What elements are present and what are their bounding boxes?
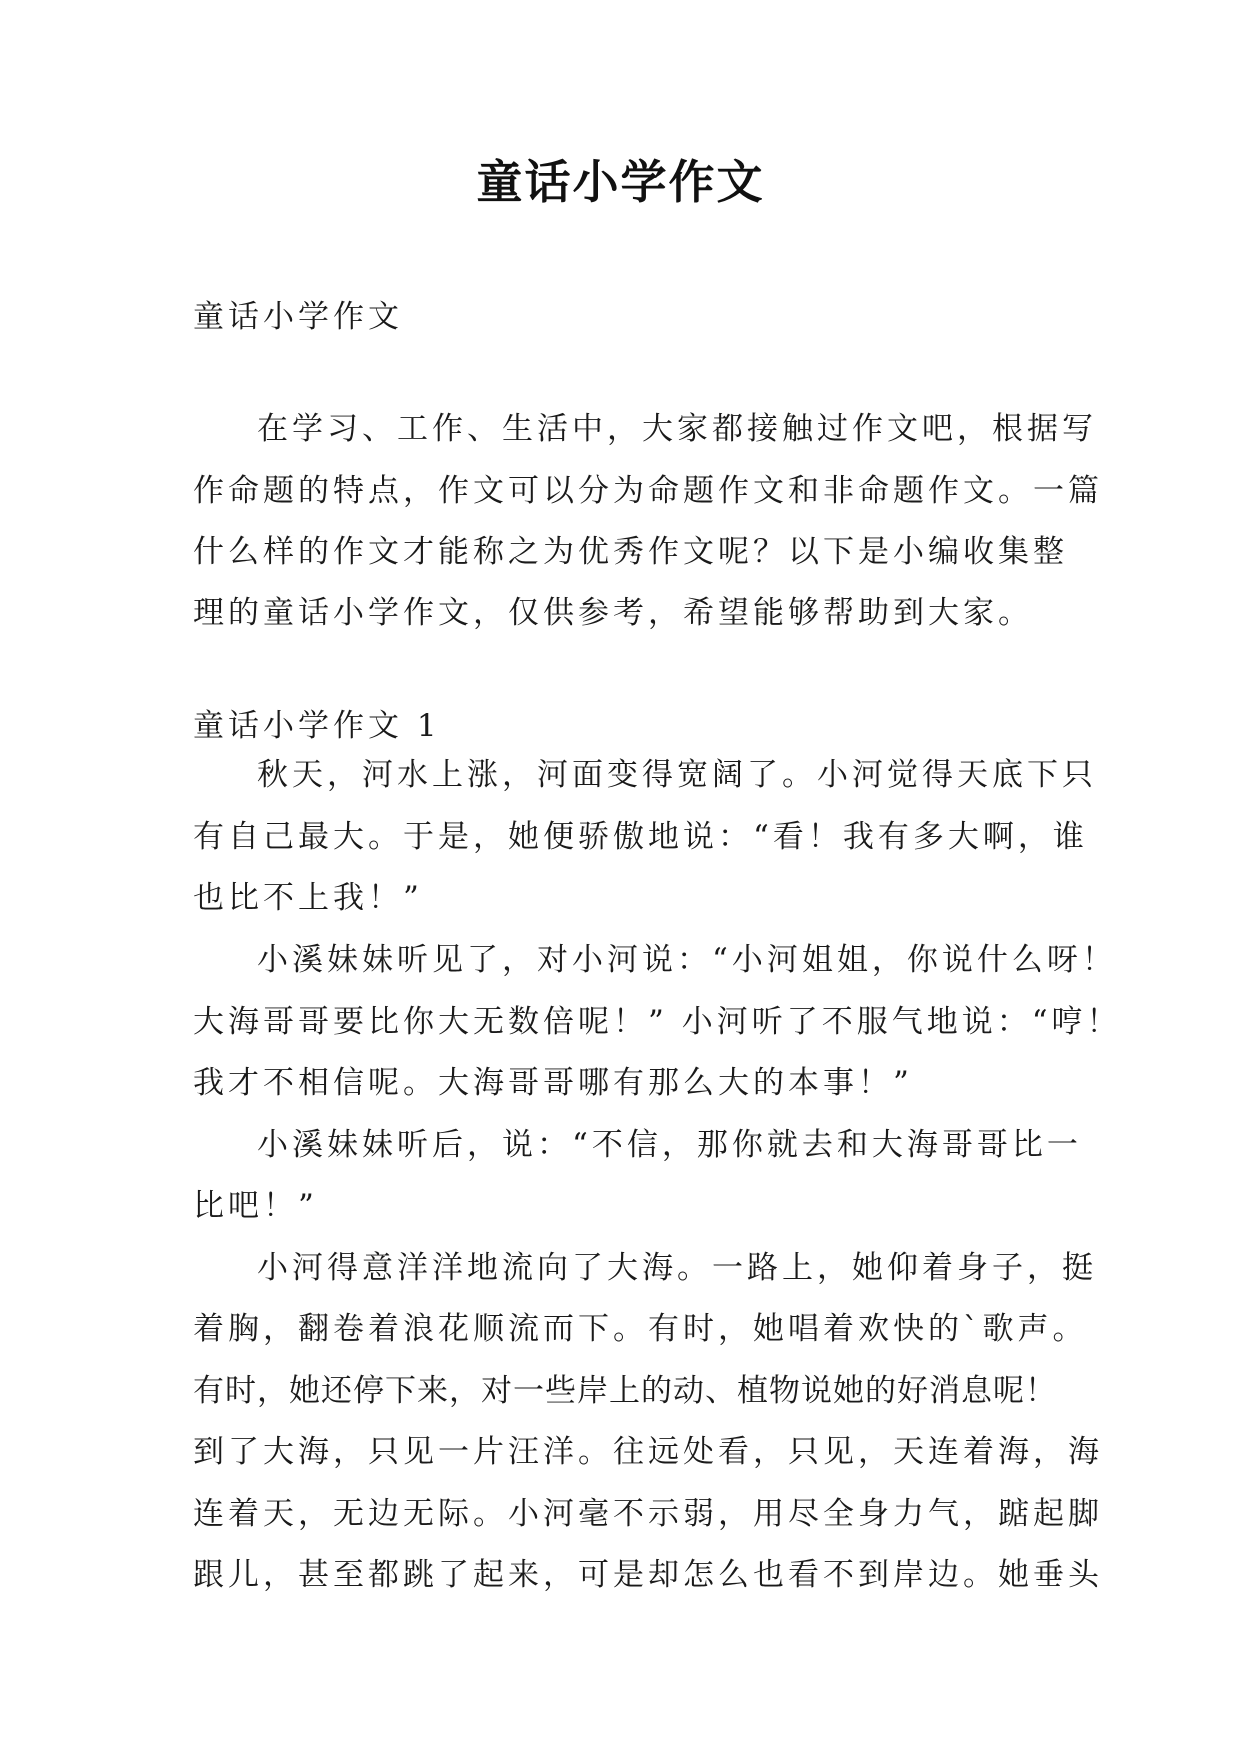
section-heading: 童话小学作文 1 — [193, 708, 441, 744]
intro-line: 理的童话小学作文，仅供参考，希望能够帮助到大家。 — [193, 595, 1033, 631]
body-line: 有自己最大。于是，她便骄傲地说：“看！我有多大啊，谁 — [193, 819, 1088, 855]
body-line: 比吧！” — [193, 1188, 318, 1224]
document-title: 童话小学作文 — [476, 155, 765, 209]
intro-line: 在学习、工作、生活中，大家都接触过作文吧，根据写 — [257, 411, 1097, 447]
body-line: 小溪妹妹听见了，对小河说：“小河姐姐，你说什么呀！ — [257, 942, 1117, 978]
document-subtitle: 童话小学作文 — [193, 299, 403, 335]
body-line: 跟儿，甚至都跳了起来，可是却怎么也看不到岸边。她垂头 — [193, 1557, 1103, 1593]
body-line: 有时，她还停下来，对一些岸上的动、植物说她的好消息呢！ — [193, 1373, 1057, 1409]
intro-line: 作命题的特点，作文可以分为命题作文和非命题作文。一篇 — [193, 473, 1103, 509]
body-line: 着胸，翻卷着浪花顺流而下。有时，她唱着欢快的`歌声。 — [193, 1311, 1088, 1347]
body-line: 也比不上我！” — [193, 880, 423, 916]
body-line: 连着天，无边无际。小河毫不示弱，用尽全身力气，踮起脚 — [193, 1496, 1103, 1532]
body-line: 大海哥哥要比你大无数倍呢！” 小河听了不服气地说：“哼！ — [193, 1004, 1122, 1040]
body-line: 到了大海，只见一片汪洋。往远处看，只见，天连着海，海 — [193, 1434, 1103, 1470]
body-line: 秋天，河水上涨，河面变得宽阔了。小河觉得天底下只 — [257, 757, 1097, 793]
body-line: 我才不相信呢。大海哥哥哪有那么大的本事！” — [193, 1065, 913, 1101]
intro-line: 什么样的作文才能称之为优秀作文呢？以下是小编收集整 — [193, 534, 1068, 570]
body-line: 小河得意洋洋地流向了大海。一路上，她仰着身子，挺 — [257, 1250, 1097, 1286]
body-line: 小溪妹妹听后，说：“不信，那你就去和大海哥哥比一 — [257, 1127, 1082, 1163]
